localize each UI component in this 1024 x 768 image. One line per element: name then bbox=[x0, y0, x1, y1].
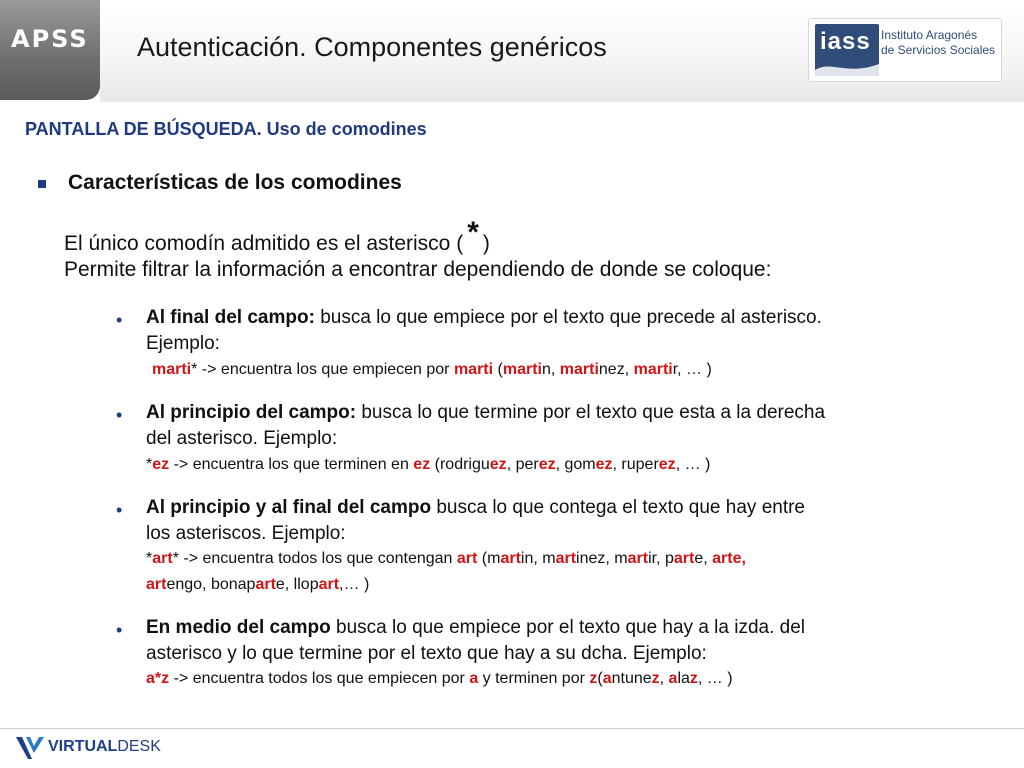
wave-icon bbox=[815, 56, 879, 76]
bullet-3-example-line-2: artengo, bonaparte, llopart,… ) bbox=[146, 576, 370, 593]
footer-divider bbox=[0, 728, 1024, 729]
iass-logo-line2: de Servicios Sociales bbox=[881, 43, 996, 57]
bullet-2-text: Al principio del campo: busca lo que termine por el texto que esta a la derecha del asterisco. Ejemplo: bbox=[146, 402, 826, 449]
iass-logo bbox=[808, 18, 1002, 82]
virtualdesk-logo-icon bbox=[14, 733, 48, 763]
iass-logo-mark-text: iass bbox=[820, 28, 871, 55]
bullet-3-text: Al principio y al final del campo busca lo que contega el texto que hay entre los asteriscos. Ejemplo: bbox=[146, 497, 805, 544]
bullet-1-text: Al final del campo: busca lo que empiece por el texto que precede al asterisco. Ejemplo: bbox=[146, 307, 822, 354]
iass-logo-mark bbox=[815, 24, 879, 76]
bullet-dot-icon: • bbox=[116, 500, 123, 520]
section-heading: Características de los comodines bbox=[68, 171, 402, 194]
iass-logo-text bbox=[881, 28, 995, 58]
bullet-dot-icon: • bbox=[116, 620, 123, 640]
bullet-1-example: marti* -> encuentra los que empiecen por marti (martin, martinez, martir, … ) bbox=[152, 361, 712, 378]
bullet-dot-icon: • bbox=[116, 405, 123, 425]
slide-title: Autenticación. Componentes genéricos bbox=[137, 32, 607, 62]
app-tab-label: APSS bbox=[11, 25, 89, 53]
virtualdesk-brand: VIRTUALDESK bbox=[48, 738, 161, 755]
intro-line-2: Permite filtrar la información a encontrar dependiendo de donde se coloque: bbox=[64, 258, 772, 281]
intro-line-1: El único comodín admitido es el asterisco ( * ) bbox=[64, 216, 490, 255]
app-tab bbox=[0, 0, 100, 100]
square-bullet-icon bbox=[38, 180, 46, 188]
section-subtitle: PANTALLA DE BÚSQUEDA. Uso de comodines bbox=[25, 119, 427, 139]
bullet-4-example: a*z -> encuentra todos los que empiecen por a y terminen por z(antunez, alaz, … ) bbox=[146, 670, 733, 687]
bullet-3-example-line-1: *art* -> encuentra todos los que contengan art (martin, martinez, martir, parte, arte, bbox=[146, 550, 746, 567]
bullet-2-example: *ez -> encuentra los que terminen en ez (rodriguez, perez, gomez, ruperez, … ) bbox=[146, 456, 711, 473]
iass-logo-line1: Instituto Aragonés bbox=[881, 28, 978, 42]
bullet-4-text: En medio del campo busca lo que empiece por el texto que hay a la izda. del asterisco y lo que termine por el texto que hay a su dcha. Ejemplo: bbox=[146, 617, 806, 664]
asterisk-symbol: * bbox=[467, 216, 479, 249]
bullet-dot-icon: • bbox=[116, 310, 123, 330]
